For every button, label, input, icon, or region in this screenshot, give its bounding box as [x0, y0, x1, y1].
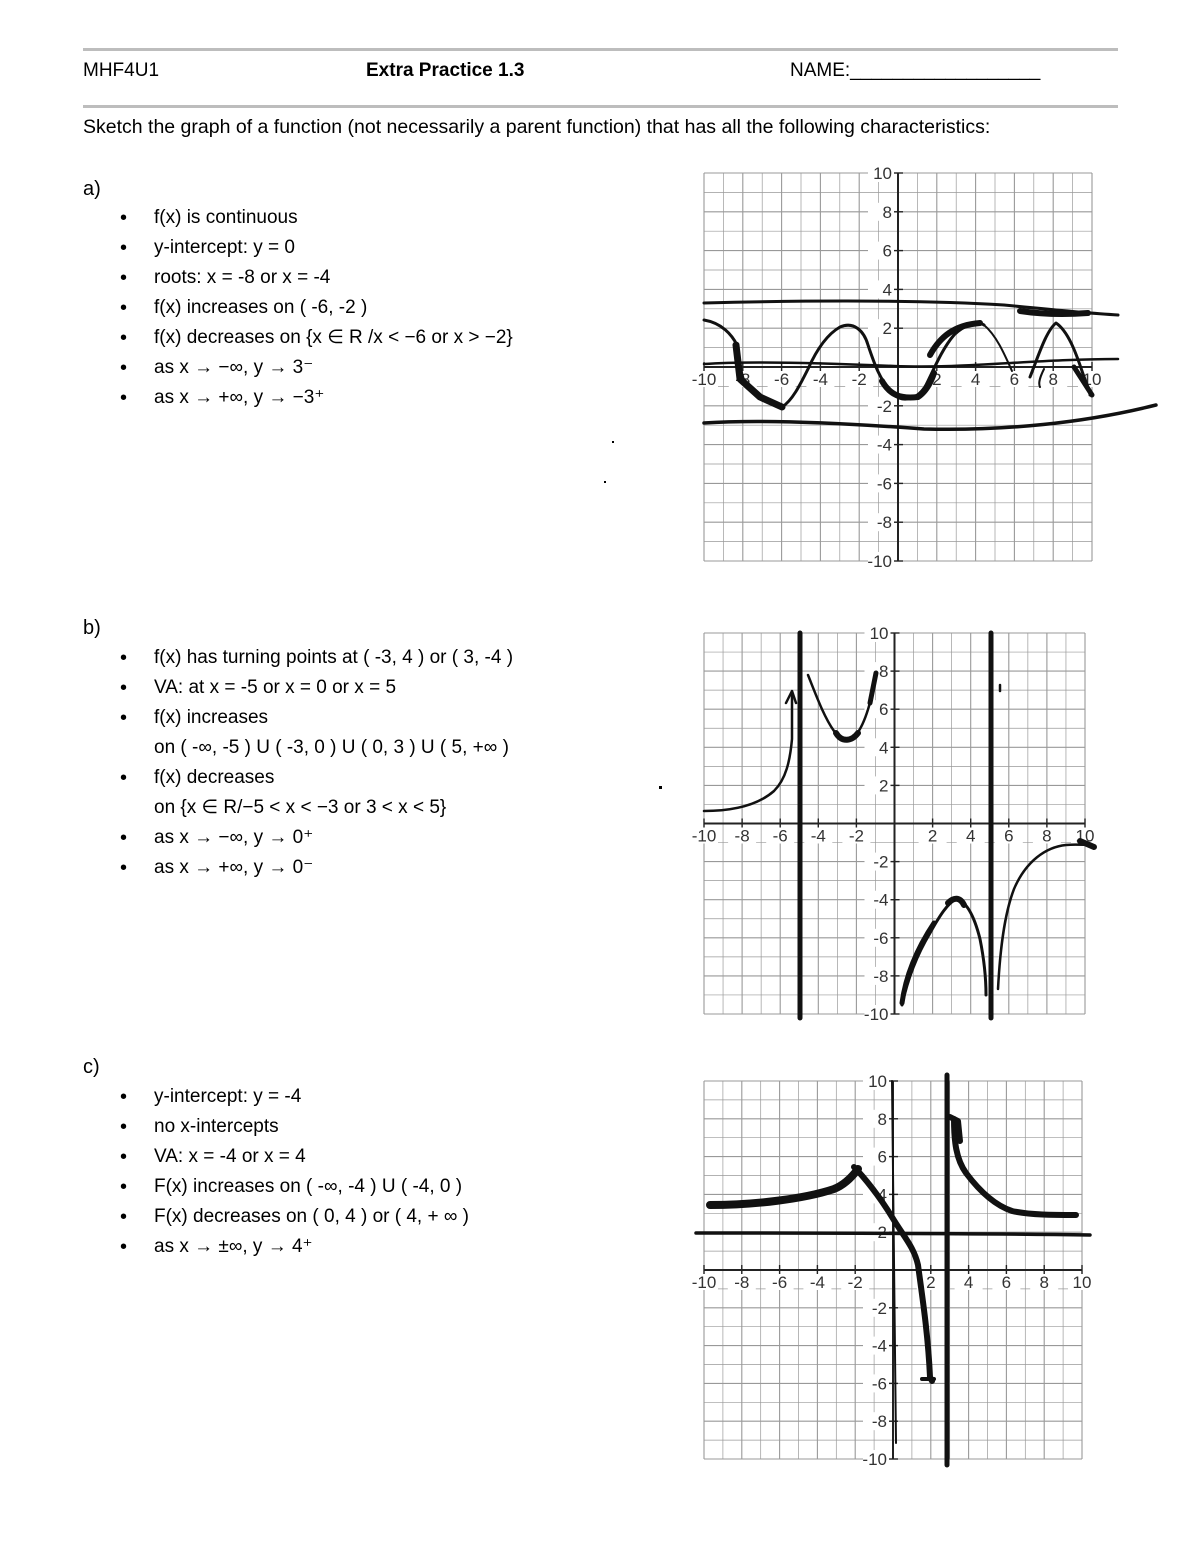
bullet-icon: •: [120, 207, 128, 229]
y-tick-label: 4: [877, 1185, 887, 1205]
y-tick-label: 8: [882, 202, 892, 222]
bullet-icon: •: [120, 387, 128, 409]
x-tick-label: 10: [1082, 370, 1102, 389]
bullet-icon: •: [120, 1206, 128, 1228]
y-tick-label: 8: [879, 662, 889, 682]
list-item: • no x-intercepts: [120, 1112, 469, 1142]
y-tick-label: 10: [869, 624, 889, 643]
bullet-icon: •: [120, 1176, 128, 1198]
course-code: MHF4U1: [83, 60, 160, 81]
name-field[interactable]: NAME:__________________: [790, 60, 1041, 81]
sketch-stroke: [704, 693, 792, 811]
part-b-label: b): [83, 617, 101, 639]
x-tick-label: -10: [691, 370, 717, 389]
x-tick-label: -4: [810, 826, 826, 846]
x-tick-label: 10: [1075, 826, 1095, 846]
bullet-icon: •: [120, 327, 128, 349]
graph-c[interactable]: [691, 1072, 1092, 1469]
x-tick-label: -8: [734, 826, 750, 846]
list-item: • as x → −∞, y → 0⁺: [120, 823, 513, 853]
bullet-icon: •: [120, 767, 128, 789]
bullet-icon: •: [120, 647, 128, 669]
y-tick-label: -10: [862, 1450, 887, 1469]
y-tick-label: -6: [871, 1374, 887, 1394]
list-item: • as x → +∞, y → −3⁺: [120, 383, 513, 413]
graph-a[interactable]: [691, 164, 1102, 571]
list-item: • f(x) decreases on {x ∈ R /x < −6 or x > −2}: [120, 323, 513, 353]
x-tick-label: -4: [812, 370, 828, 389]
list-item: • y-intercept: y = -4: [120, 1082, 469, 1112]
handwritten-sketch: [704, 633, 1094, 1018]
y-tick-label: -4: [873, 890, 889, 910]
y-tick-label: -2: [871, 1298, 887, 1318]
list-item: • as x → −∞, y → 3⁻: [120, 353, 513, 383]
x-tick-label: 4: [970, 370, 981, 389]
handwritten-sketch: [704, 301, 1156, 429]
y-tick-label: -8: [871, 1412, 887, 1432]
graph-axes: [690, 624, 1099, 1024]
x-tick-label: 6: [1009, 370, 1020, 389]
y-tick-label: -4: [876, 435, 892, 455]
list-item: • y-intercept: y = 0: [120, 233, 513, 263]
header-bottom-rule: [83, 105, 1118, 108]
x-tick-label: -2: [847, 1273, 863, 1292]
x-tick-label: 6: [1004, 826, 1014, 846]
sketch-stroke: [1020, 311, 1088, 314]
x-tick-label: 8: [1042, 826, 1052, 846]
bullet-icon: •: [120, 1086, 128, 1108]
x-tick-label: 10: [1072, 1273, 1092, 1292]
bullet-icon: •: [120, 677, 128, 699]
bullet-icon: •: [120, 707, 128, 729]
x-tick-label: -2: [851, 370, 867, 389]
part-a-criteria: [120, 203, 513, 413]
sketch-stroke: [902, 899, 986, 1005]
bullet-icon: •: [120, 297, 128, 319]
x-tick-label: -8: [734, 1273, 750, 1292]
x-tick-label: 8: [1048, 370, 1058, 389]
x-tick-label: 2: [927, 826, 938, 846]
bullet-icon: •: [120, 267, 128, 289]
part-c-label: c): [83, 1056, 100, 1078]
list-item: • f(x) increases on ( -6, -2 ): [120, 293, 513, 323]
x-tick-label: -8: [735, 370, 751, 389]
y-tick-label: -8: [873, 966, 889, 986]
list-item: • as x → ±∞, y → 4⁺: [120, 1232, 469, 1262]
x-tick-label: 4: [965, 826, 976, 846]
bullet-icon: •: [120, 1236, 128, 1258]
bullet-icon: •: [120, 1146, 128, 1168]
x-tick-label: 2: [932, 370, 942, 389]
y-tick-label: 6: [877, 1147, 887, 1167]
sketch-stroke: [704, 359, 1118, 367]
list-item: • F(x) increases on ( -∞, -4 ) U ( -4, 0 ): [120, 1172, 469, 1202]
y-tick-label: 10: [868, 1072, 887, 1091]
x-tick-label: 8: [1039, 1273, 1049, 1292]
y-tick-label: 4: [879, 738, 889, 758]
y-tick-label: -8: [876, 513, 892, 533]
y-tick-label: 2: [877, 1223, 887, 1243]
part-a-label: a): [83, 178, 101, 200]
sketch-stroke: [998, 845, 1090, 989]
y-tick-label: -6: [873, 928, 889, 948]
x-tick-label: -2: [848, 826, 864, 846]
y-tick-label: -2: [873, 852, 889, 872]
bullet-icon: •: [120, 237, 128, 259]
instructions: Sketch the graph of a function (not necessarily a parent function) that has all the following characteristics:: [83, 116, 991, 138]
sketch-stroke: [704, 405, 1156, 429]
stray-mark: [612, 441, 614, 443]
x-tick-label: 2: [926, 1273, 936, 1292]
y-tick-label: -4: [871, 1336, 887, 1356]
x-tick-label: -4: [809, 1273, 825, 1292]
y-tick-label: -2: [876, 396, 892, 416]
stray-mark: [659, 786, 662, 789]
stray-mark: [604, 481, 606, 483]
graph-b[interactable]: [691, 624, 1095, 1024]
x-tick-label: -6: [772, 1273, 788, 1292]
list-item: • F(x) decreases on ( 0, 4 ) or ( 4, + ∞ ): [120, 1202, 469, 1232]
x-tick-label: 6: [1001, 1273, 1012, 1292]
y-tick-label: 10: [873, 164, 892, 183]
bullet-icon: •: [120, 1116, 128, 1138]
list-item: • f(x) decreases on {x ∈ R/−5 < x < −3 or 3 < x < 5}: [120, 763, 513, 823]
x-tick-label: -6: [772, 826, 788, 846]
y-tick-label: 6: [882, 241, 892, 261]
sketch-stroke: [836, 733, 858, 740]
y-tick-label: -10: [863, 1005, 889, 1024]
bullet-icon: •: [120, 857, 128, 879]
y-tick-label: 6: [879, 700, 889, 720]
list-item: • f(x) has turning points at ( -3, 4 ) or ( 3, -4 ): [120, 643, 513, 673]
list-item: • f(x) increases on ( -∞, -5 ) U ( -3, 0 ) U ( 0, 3 ) U ( 5, +∞ ): [120, 703, 513, 763]
part-b-criteria: [120, 643, 513, 883]
x-tick-label: -10: [691, 826, 717, 846]
worksheet-title: Extra Practice 1.3: [366, 60, 525, 81]
y-tick-label: -10: [867, 552, 892, 571]
y-tick-label: -6: [876, 474, 892, 494]
part-c-criteria: [120, 1082, 469, 1262]
sketch-stroke: [710, 1169, 858, 1205]
list-item: • VA: x = -4 or x = 4: [120, 1142, 469, 1172]
graph-axes: [690, 164, 1106, 571]
x-tick-label: -6: [774, 370, 790, 389]
y-tick-label: 2: [879, 776, 889, 796]
sketch-stroke: [954, 1119, 1076, 1215]
list-item: • VA: at x = -5 or x = 0 or x = 5: [120, 673, 513, 703]
x-tick-label: -10: [691, 1273, 717, 1292]
list-item: • f(x) is continuous: [120, 203, 513, 233]
y-tick-label: 8: [877, 1109, 887, 1129]
sketch-stroke: [948, 899, 964, 905]
x-tick-label: 4: [963, 1273, 974, 1292]
list-item: • roots: x = -8 or x = -4: [120, 263, 513, 293]
bullet-icon: •: [120, 357, 128, 379]
top-rule: [83, 48, 1118, 51]
list-item: • as x → +∞, y → 0⁻: [120, 853, 513, 883]
y-tick-label: 4: [882, 280, 892, 300]
y-tick-label: 2: [882, 319, 892, 339]
bullet-icon: •: [120, 827, 128, 849]
